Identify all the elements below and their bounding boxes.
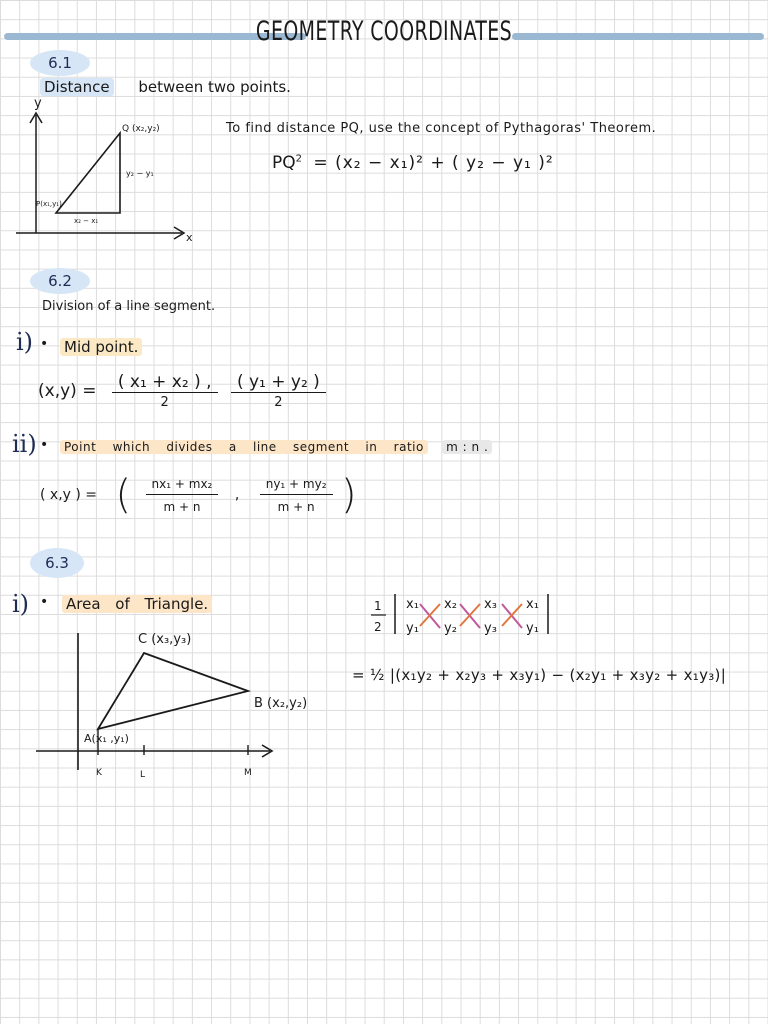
bullet-dot-2: •: [40, 437, 49, 453]
horizontal-side-label: x₂ − x₁: [74, 217, 99, 225]
area-expansion: = ½ |(x₁y₂ + x₂y₃ + x₃y₁) − (x₂y₁ + x₃y₂ + x₁y₃)|: [352, 666, 727, 684]
bullet-dot-3: •: [40, 594, 49, 610]
tick-l-label: L: [140, 770, 146, 780]
midpoint-formula: (x,y) = $\frac{\text{( x₁ + x₂ ) ,}}{2}$ $\frac{\text{( y₁ + y₂ )}}{2}$: [38, 372, 326, 410]
bullet-dot: •: [40, 336, 49, 352]
det-top-3: x₁: [526, 597, 539, 612]
tick-m-label: M: [244, 768, 252, 778]
pythagoras-note: To find distance PQ, use the concept of Pythagoras' Theorem.: [226, 121, 657, 136]
midpoint-heading: Mid point.: [60, 338, 142, 356]
section-y-fraction: $\frac{\text{ny₁ + my₂}}{m + n}$: [260, 477, 333, 514]
section-x-fraction: $\frac{\text{nx₁ + mx₂}}{m + n}$: [146, 477, 219, 514]
det-top-0: x₁: [406, 597, 419, 612]
vertical-side-label: y₂ − y₁: [126, 169, 154, 178]
det-top-2: x₃: [484, 597, 497, 612]
half-denominator: 2: [374, 620, 382, 634]
det-bot-3: y₁: [526, 621, 539, 636]
point-b-label: B (x₂,y₂): [254, 696, 308, 711]
section-number-6-2: 6.2: [30, 268, 90, 294]
section-number-6-1: 6.1: [30, 50, 90, 76]
triangle-graph: [30, 625, 330, 785]
point-q-label: Q (x₂,y₂): [122, 124, 160, 134]
triangle-abc: [98, 653, 248, 729]
roman-numeral-i-area: i): [12, 590, 30, 618]
distance-graph: [10, 95, 200, 245]
determinant-matrix: [368, 588, 568, 644]
point-c-label: C (x₃,y₃): [138, 632, 192, 647]
roman-numeral-ii: ii): [12, 430, 37, 458]
half-numerator: 1: [374, 599, 382, 613]
section-formula: ( x,y ) = ( $\frac{\text{nx₁ + mx₂}}{m + n}$ , $\frac{\text{ny₁ + my₂}}{m + n}$ ): [40, 472, 357, 518]
det-bot-2: y₃: [484, 621, 497, 636]
tick-k-label: K: [96, 768, 102, 778]
distance-formula: $PQ^2 = (x_2 - x_1)^2$ + ( y₂ − y₁ )²: [272, 153, 554, 173]
right-triangle: [56, 133, 120, 213]
point-a-label: A(x₁ ,y₁): [84, 732, 129, 745]
section-number-6-3: 6.3: [30, 548, 84, 578]
midpoint-y-fraction: $\frac{\text{( y₁ + y₂ )}}{2}$: [231, 372, 326, 410]
det-bot-1: y₂: [444, 621, 457, 636]
area-heading: Area of Triangle.: [62, 595, 212, 613]
ratio-heading: Point which divides a line segment in ratio m : n .: [60, 440, 492, 454]
section-6-1-heading: Distance between two points.: [40, 78, 291, 96]
page-title: GEOMETRY COORDINATES: [255, 16, 513, 47]
section-6-2-heading: Division of a line segment.: [42, 299, 216, 314]
heading-highlight: Distance: [40, 78, 114, 96]
det-top-1: x₂: [444, 597, 457, 612]
midpoint-x-fraction: $\frac{\text{( x₁ + x₂ ) ,}}{2}$: [112, 372, 218, 410]
y-axis-label: y: [34, 96, 42, 111]
point-p-label: P(x₁,y₁): [36, 200, 62, 208]
det-bot-0: y₁: [406, 621, 419, 636]
roman-numeral-i: i): [16, 328, 34, 356]
x-axis-label: x: [186, 231, 193, 244]
